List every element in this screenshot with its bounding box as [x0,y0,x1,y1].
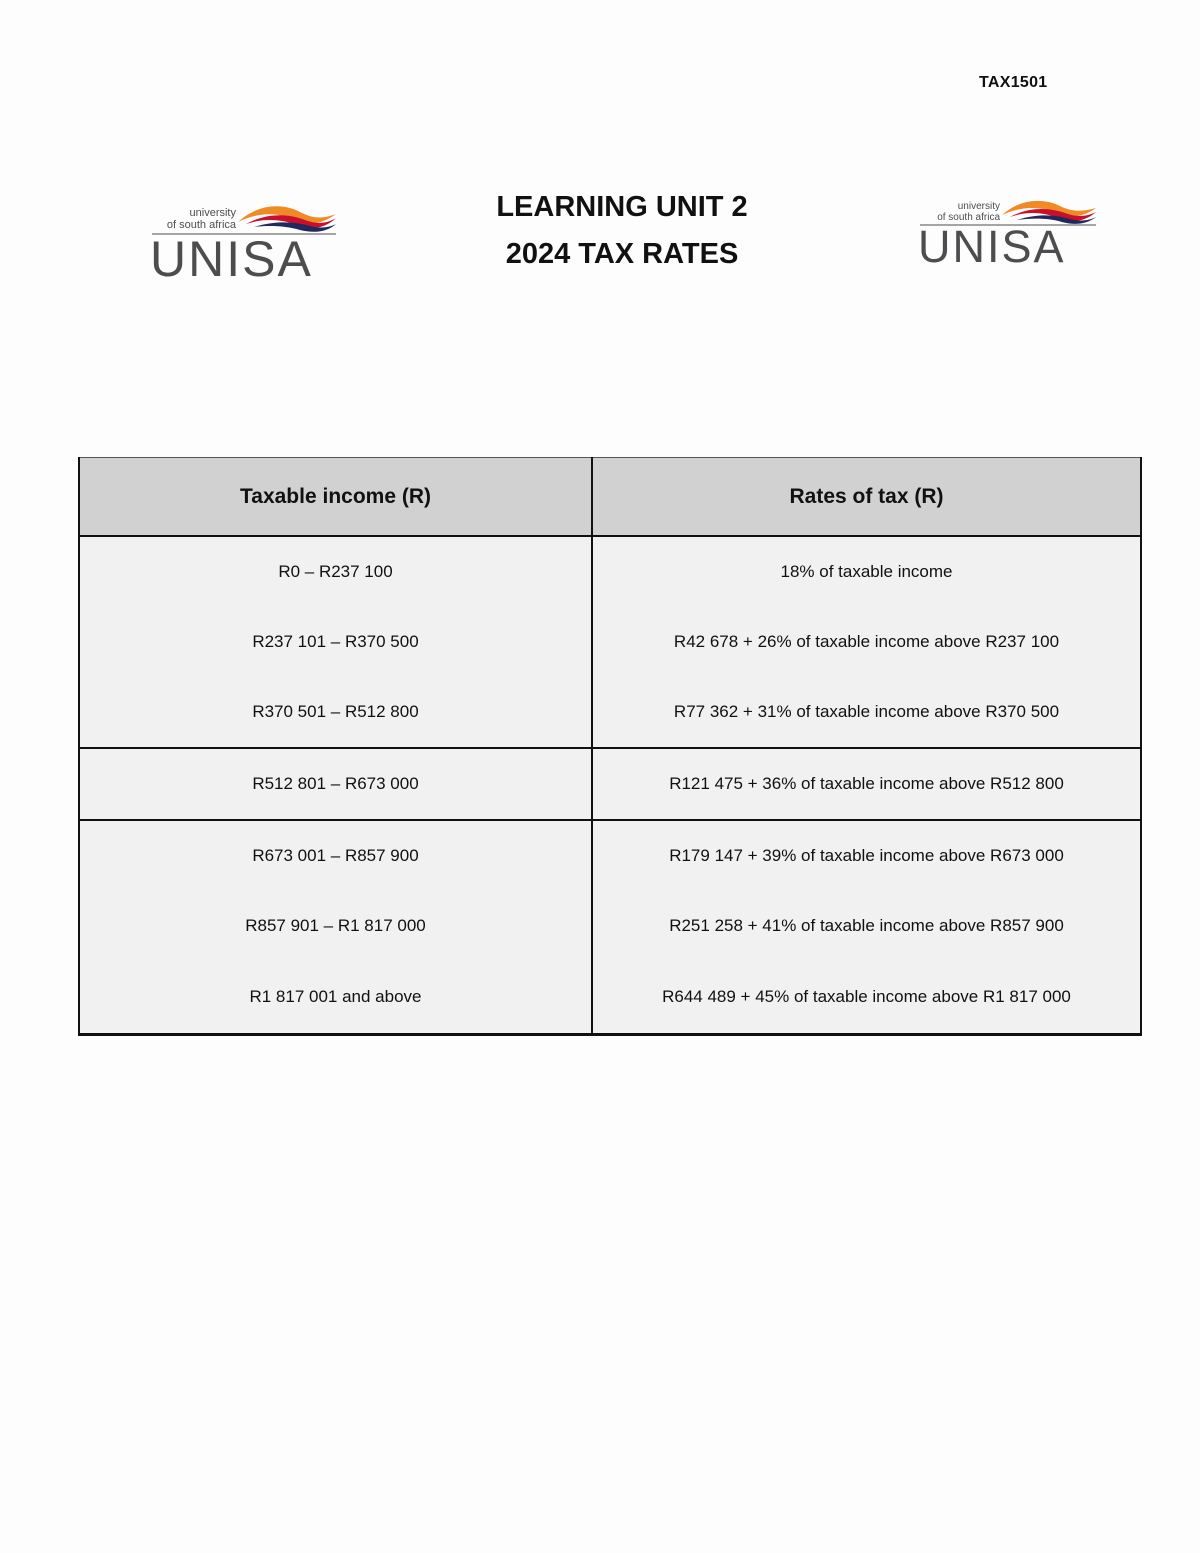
header-taxable-income: Taxable income (R) [79,458,592,537]
table-row [79,820,1141,891]
svg-text:of south africa: of south africa [166,219,236,231]
svg-text:UNISA: UNISA [918,221,1066,267]
income-bracket: R370 501 – R512 800 [79,677,592,748]
unisa-logo-left [150,200,340,280]
table-row [79,961,1141,1035]
svg-text:UNISA: UNISA [150,231,313,280]
title-line-1: LEARNING UNIT 2 [496,191,748,223]
table-header-row [79,458,1141,537]
income-bracket: R1 817 001 and above [79,961,592,1035]
table-row [79,536,1141,607]
tax-rate: R179 147 + 39% of taxable income above R673 000 [592,820,1141,891]
table-row [79,748,1141,820]
table-row [79,891,1141,961]
income-bracket: R857 901 – R1 817 000 [79,891,592,961]
course-code: TAX1501 [979,74,1048,91]
table-row [79,677,1141,748]
income-bracket: R512 801 – R673 000 [79,748,592,820]
tax-rate: R251 258 + 41% of taxable income above R857 900 [592,891,1141,961]
svg-text:university: university [957,201,1000,212]
income-bracket: R673 001 – R857 900 [79,820,592,891]
tax-rate: R121 475 + 36% of taxable income above R512 800 [592,748,1141,820]
svg-text:of south africa: of south africa [937,212,1000,223]
tax-rate: R42 678 + 26% of taxable income above R237 100 [592,607,1141,677]
tax-rate: R644 489 + 45% of taxable income above R1 817 000 [592,961,1141,1035]
svg-text:university: university [189,207,236,219]
document-title [400,184,844,278]
tax-rate: R77 362 + 31% of taxable income above R370 500 [592,677,1141,748]
unisa-logo-right [918,195,1100,267]
tax-rates-table [78,457,1142,1036]
income-bracket: R237 101 – R370 500 [79,607,592,677]
table-row [79,607,1141,677]
header-rates-of-tax: Rates of tax (R) [592,458,1141,537]
title-line-2: 2024 TAX RATES [505,238,739,270]
tax-rate: 18% of taxable income [592,536,1141,607]
income-bracket: R0 – R237 100 [79,536,592,607]
